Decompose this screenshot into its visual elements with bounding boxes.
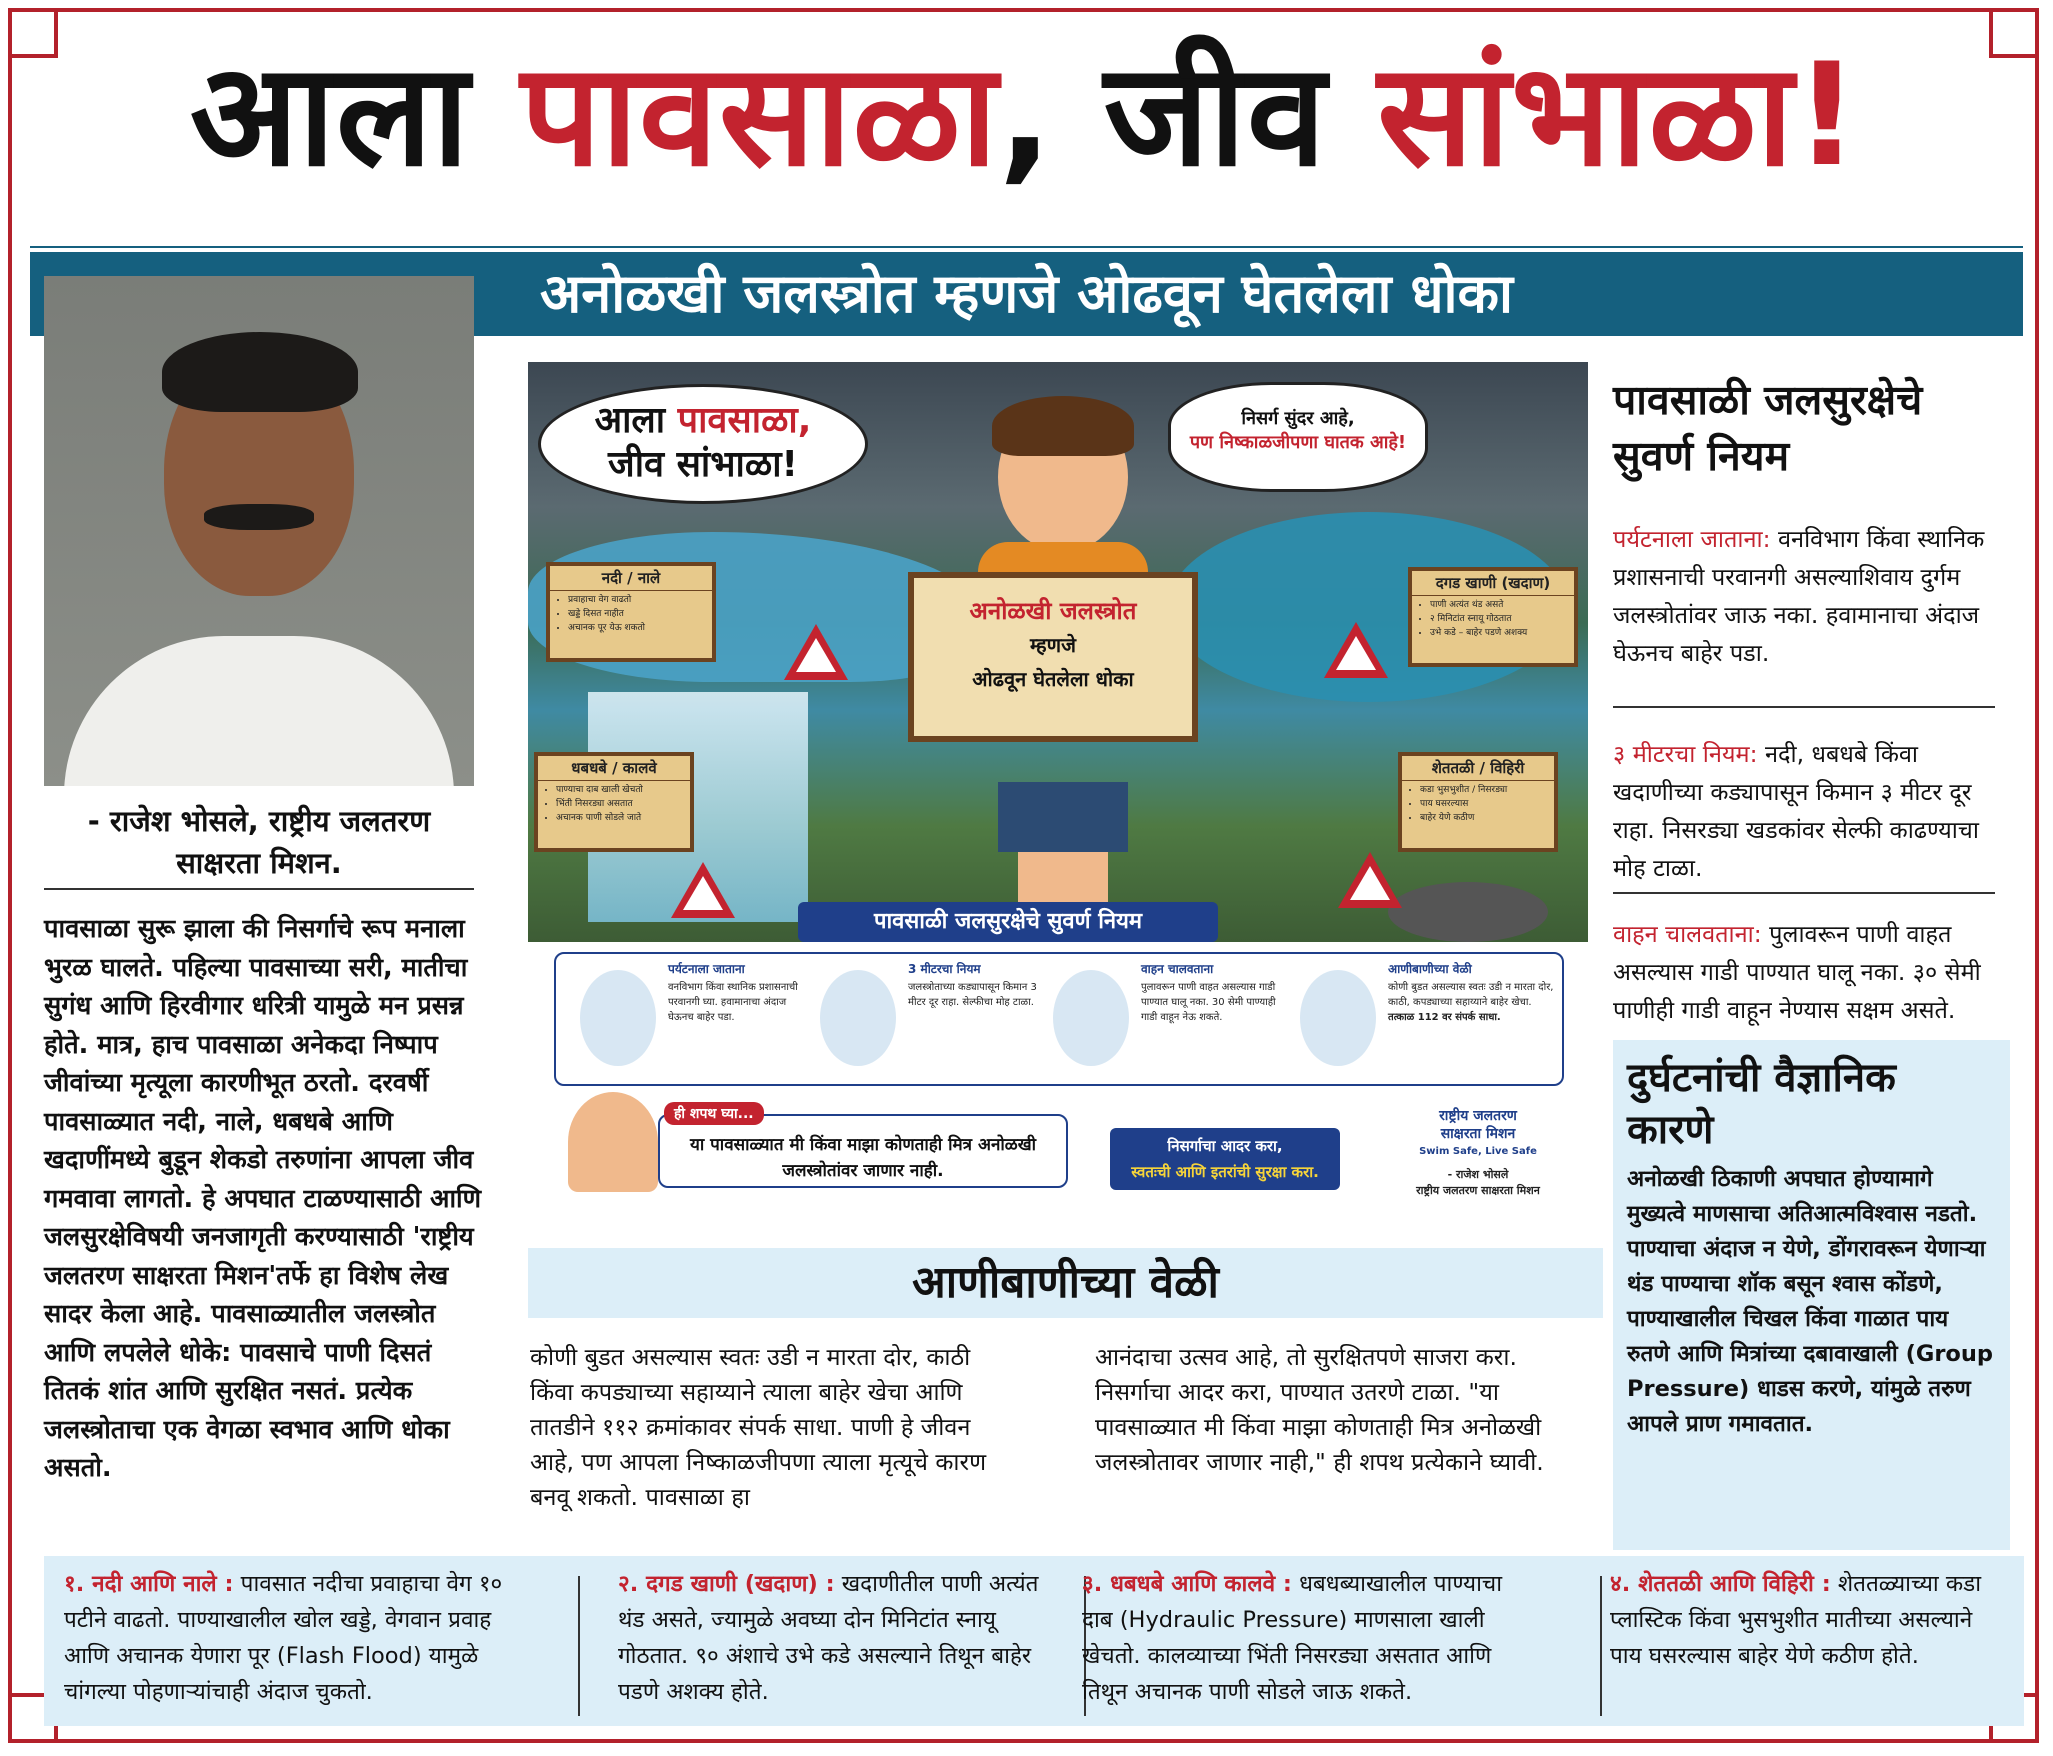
sign-item: • खड्डे दिसत नाहीत (568, 607, 712, 621)
sign-waterfall (534, 752, 694, 852)
footer-text: पावसात नदीचा प्रवाहाचा वेग १० पटीने वाढतो. पाण्याखालील खोल खड्डे, वेगवान प्रवाह आणि अचानक येणारा पूर (Flash Flood) यामुळे चांगल्या पोहणाऱ्यांचाही अंदाज चुकतो. (64, 1571, 503, 1705)
rules-bar: पावसाळी जलसुरक्षेचे सुवर्ण नियम (798, 902, 1218, 942)
rule-item (668, 962, 798, 1082)
bubble-text: निसर्ग सुंदर आहे, (1241, 408, 1355, 429)
rule-item (908, 962, 1038, 1082)
warning-triangle-icon (671, 862, 735, 918)
respect-box (1110, 1128, 1340, 1190)
logo-tagline: Swim Safe, Live Safe (1419, 1146, 1537, 1157)
footer-text: धबधब्याखालील पाण्याचा दाब (Hydraulic Pressure) माणसाला खाली खेचतो. कालव्याच्या भिंती निसरड्या असतात आणि तिथून अचानक पाणी सोडले जाऊ शकते. (1082, 1571, 1503, 1705)
emergency-text-col2: आनंदाचा उत्सव आहे, तो सुरक्षितपणे साजरा करा. निसर्गाचा आदर करा, पाण्यात उतरणे टाळा. "या पावसाळ्यात मी किंवा माझा कोणताही मित्र अनोळखी जलस्त्रोतावर जाणार नाही," ही शपथ प्रत्येकाने घ्यावी. (1095, 1343, 1544, 1476)
divider (1613, 892, 1995, 894)
center-sign-line: अनोळखी जलस्त्रोत (969, 597, 1137, 625)
divider (30, 246, 2023, 248)
photo-shape (64, 636, 454, 786)
rule-title: 3 मीटरचा नियम (908, 962, 981, 976)
footer-text: खदाणीतील पाणी अत्यंत थंड असते, ज्यामुळे अवघ्या दोन मिनिटांत स्नायू गोठतात. ९० अंशाचे उभे कडे असल्याने तिथून बाहेर पडणे अशक्य होते. (618, 1571, 1039, 1705)
sign-item: • पाय घसरल्यास (1420, 797, 1554, 811)
sign-title: धबधबे / कालवे (538, 756, 690, 781)
sign-item: • अचानक पूर येऊ शकतो (568, 621, 712, 635)
page-headline (40, 33, 2010, 198)
sign-item: • २ मिनिटांत स्नायू गोठतात (1430, 612, 1574, 626)
bubble-text-red: पावसाळा, (677, 400, 812, 441)
footer-item (618, 1566, 1058, 1710)
divider (578, 1576, 580, 1716)
golden-rule (1613, 520, 1995, 672)
author-photo (44, 276, 474, 786)
divider (1600, 1576, 1602, 1716)
sign-item: • प्रवाहाचा वेग वाढतो (568, 593, 712, 607)
pledge-box: या पावसाळ्यात मी किंवा माझा कोणताही मित्र अनोळखी जलस्त्रोतांवर जाणार नाही. (658, 1114, 1068, 1188)
headline-part: , जीव (998, 33, 1378, 198)
emergency-heading: आणीबाणीच्या वेळी (528, 1248, 1603, 1318)
pledge-kid (568, 1092, 658, 1192)
rule-text: कोणी बुडत असल्यास स्वतः उडी न मारता दोर, काठी, कपड्याच्या सहाय्याने बाहेर खेचा. (1388, 982, 1554, 1008)
logo-signature: राष्ट्रीय जलतरण साक्षरता मिशन (1416, 1184, 1540, 1197)
golden-rule (1613, 735, 1995, 887)
sign-farmpond (1398, 752, 1558, 852)
intro-text: पावसाळा सुरू झाला की निसर्गाचे रूप मनाला भुरळ घालते. पहिल्या पावसाच्या सरी, मातीचा सुगंध आणि हिरवीगार धरित्री यामुळे मन प्रसन्न होते. मात्र, हाच पावसाळा अनेकदा निष्पाप जीवांच्या मृत्यूला कारणीभूत ठरतो. दरवर्षी पावसाळ्यात नदी, नाले, धबधबे आणि खदाणींमध्ये बुडून शेकडो तरुणांना आपला जीव गमवावा लागतो. हे अपघात टाळण्यासाठी आणि जलसुरक्षेविषयी जनजागृती करण्यासाठी 'राष्ट्रीय जलतरण साक्षरता मिशन'तर्फे हा विशेष लेख सादर केला आहे. पावसाळ्यातील जलस्त्रोत आणि लपलेले धोके: पावसाचे पाणी दिसतं तितकं शांत आणि सुरक्षित नसतं. प्रत्येक जलस्त्रोताचा एक वेगळा स्वभाव आणि धोका असतो. (44, 914, 482, 1483)
rule-text: पुलावरून पाणी वाहत असल्यास गाडी पाण्यात घालू नका. 30 सेमी पाण्याही गाडी वाहून नेऊ शकते. (1141, 982, 1276, 1023)
sign-title: नदी / नाले (550, 566, 712, 591)
photo-shape (162, 332, 358, 412)
footer-item (64, 1566, 504, 1710)
golden-rules-heading: पावसाळी जलसुरक्षेचे सुवर्ण नियम (1613, 376, 1923, 480)
rule-item (1141, 962, 1291, 1082)
sign-item: • कडा भुसभुशीत / निसरड्या (1420, 783, 1554, 797)
headline-part: आला (189, 33, 521, 198)
warning-triangle-icon (784, 624, 848, 680)
golden-rule-text: वनविभाग किंवा स्थानिक प्रशासनाची परवानगी असल्याशिवाय दुर्गम जलस्त्रोतांवर जाऊ नका. हवामानाचा अंदाज घेऊनच बाहेर पडा. (1613, 525, 1985, 667)
golden-rule-text: नदी, धबधबे किंवा खदाणीच्या कड्यापासून किमान ३ मीटर दूर राहा. निसरड्या खडकांवर सेल्फी काढण्याचा मोह टाळा. (1613, 740, 1979, 882)
bubble-text: आला (594, 400, 678, 441)
logo-line: राष्ट्रीय जलतरण (1439, 1108, 1517, 1124)
author-byline: - राजेश भोसले, राष्ट्रीय जलतरण साक्षरता मिशन. (87, 804, 431, 880)
footer-panel (44, 1556, 2024, 1726)
science-heading: दुर्घटनांची वैज्ञानिक कारणे (1627, 1055, 1896, 1153)
headline-part-red: पावसाळा (520, 33, 999, 198)
rule-title: आणीबाणीच्या वेळी (1388, 962, 1472, 976)
divider (1613, 706, 1995, 708)
golden-rule-label: पर्यटनाला जाताना: (1613, 525, 1771, 553)
sign-river (546, 562, 716, 662)
respect-line: स्वतःची आणि इतरांची सुरक्षा करा. (1131, 1163, 1319, 1181)
sign-quarry (1408, 567, 1578, 667)
warning-triangle-icon (1324, 622, 1388, 678)
poster-scene (528, 362, 1588, 942)
infographic-poster (528, 362, 1588, 1197)
rule-item (1388, 962, 1556, 1082)
logo-signature: - राजेश भोसले (1447, 1168, 1509, 1181)
sign-item: • पाण्याचा दाब खाली खेचतो (556, 783, 690, 797)
footer-label: ४. शेततळी आणि विहिरी : (1610, 1571, 1831, 1597)
lifebuoy-icon (1300, 970, 1376, 1066)
emergency-text-col1: कोणी बुडत असल्यास स्वतः उडी न मारता दोर, काठी किंवा कपड्याच्या सहाय्याने त्याला बाहेर खेचा आणि तातडीने ११२ क्रमांकावर संपर्क साधा. पाणी हे जीवन आहे, पण आपला निष्काळजीपणा त्याला मृत्यूचे कारण बनवू शकतो. पावसाळा हा (530, 1343, 987, 1511)
sign-item: • बाहेर येणे कठीण (1420, 811, 1554, 825)
footer-item (1082, 1566, 1522, 1710)
photo-shape (204, 504, 314, 530)
center-sign-line: ओढवून घेतलेला धोका (972, 667, 1134, 691)
footer-label: २. दगड खाणी (खदाण) : (618, 1571, 835, 1597)
golden-rule-label: वाहन चालवताना: (1613, 920, 1762, 948)
sign-title: दगड खाणी (खदाण) (1412, 571, 1574, 596)
footer-label: १. नदी आणि नाले : (64, 1571, 234, 1597)
rule-title: वाहन चालवताना (1141, 962, 1214, 976)
sign-title: शेततळी / विहिरी (1402, 756, 1554, 781)
bubble-text: जीव सांभाळा! (608, 444, 798, 485)
bubble-text-red: पण निष्काळजीपणा घातक आहे! (1189, 432, 1407, 453)
golden-rule-label: ३ मीटरचा नियम: (1613, 740, 1758, 768)
speech-bubble-left (538, 384, 868, 504)
officer-icon (580, 970, 656, 1066)
logo-line: साक्षरता मिशन (1440, 1126, 1516, 1142)
divider (44, 888, 474, 890)
footer-text: शेततळ्याच्या कडा प्लास्टिक किंवा भुसभुशीत मातीच्या असल्याने पाय घसरल्यास बाहेर येणे कठीण होते. (1610, 1571, 1982, 1669)
sign-item: • भिंती निसरड्या असतात (556, 797, 690, 811)
footer-label: ३. धबधबे आणि कालवे : (1082, 1571, 1292, 1597)
boy-shape (998, 782, 1128, 852)
rule-text: जलस्त्रोताच्या कड्यापासून किमान 3 मीटर दूर राहा. सेल्फीचा मोह टाळा. (908, 982, 1037, 1008)
science-box (1613, 1040, 2010, 1550)
cliff-icon (820, 970, 896, 1066)
warning-triangle-icon (1338, 852, 1402, 908)
subtitle-banner: अनोळखी जलस्त्रोत म्हणजे ओढवून घेतलेला धोका (30, 252, 2023, 336)
golden-rule (1613, 915, 1995, 1029)
speech-bubble-right (1168, 382, 1428, 492)
golden-rule-text: पुलावरून पाणी वाहत असल्यास गाडी पाण्यात घालू नका. ३० सेमी पाणीही गाडी वाहून नेण्यास सक्षम असते. (1613, 920, 1981, 1024)
center-sign-line: म्हणजे (1030, 633, 1076, 657)
car-flood-icon (1053, 970, 1129, 1066)
science-body: अनोळखी ठिकाणी अपघात होण्यामागे मुख्यत्वे माणसाचा अतिआत्मविश्वास नडतो. पाण्याचा अंदाज न येणे, डोंगरावरून येणाऱ्या थंड पाण्याचा शॉक बसून श्वास कोंडणे, पाण्याखालील चिखल किंवा गाळात पाय रुतणे आणि मित्रांच्या दबावाखाली (Group Pressure) धाडस करणे, यांमुळे तरुण आपले प्राण गमावतात. (1627, 1166, 1993, 1437)
respect-line: निसर्गाचा आदर करा, (1167, 1137, 1283, 1155)
sign-item: • पाणी अत्यंत थंड असते (1430, 598, 1574, 612)
sign-item: • उभे कडे – बाहेर पडणे अशक्य (1430, 626, 1574, 640)
rules-panel (554, 952, 1564, 1086)
rule-text: वनविभाग किंवा स्थानिक प्रशासनाची परवानगी घ्या. हवामानाचा अंदाज घेऊनच बाहेर पडा. (668, 982, 798, 1023)
mission-logo (1378, 1107, 1578, 1199)
center-sign (908, 572, 1198, 742)
headline-part-red: सांभाळा! (1377, 33, 1861, 198)
rule-title: पर्यटनाला जाताना (668, 962, 745, 976)
footer-item (1610, 1566, 2010, 1674)
boy-shape (992, 396, 1134, 456)
well (1388, 882, 1548, 942)
sign-item: • अचानक पाणी सोडले जाते (556, 811, 690, 825)
pledge-tag: ही शपथ घ्या... (664, 1102, 764, 1125)
rule-text: तत्काळ 112 वर संपर्क साधा. (1388, 1012, 1501, 1023)
